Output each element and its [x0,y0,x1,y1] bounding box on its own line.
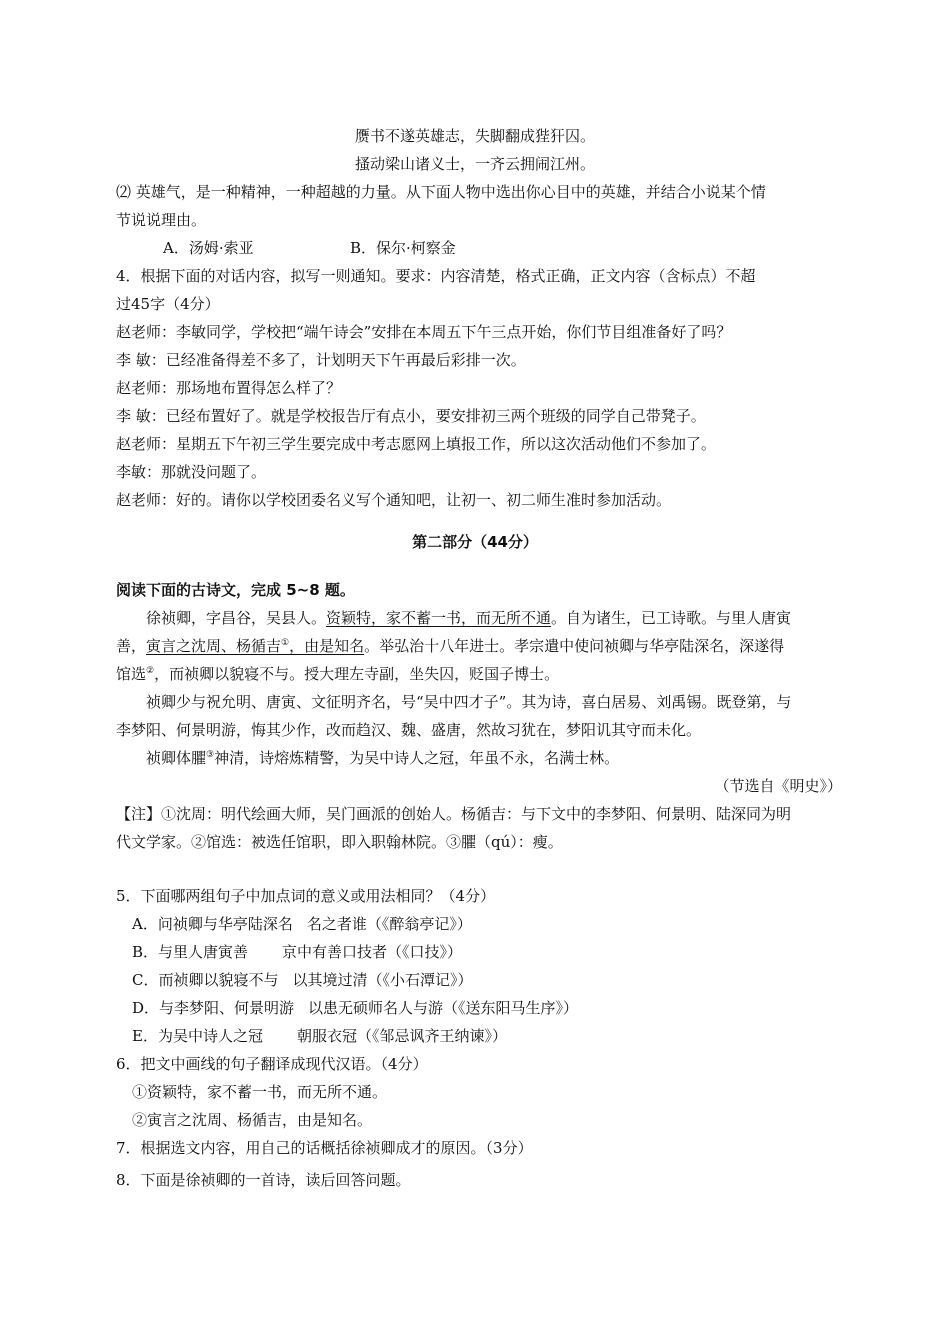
poem-line-1: 赝书不遂英雄志，失脚翻成狴犴囚。 [354,127,595,145]
underlined-sentence-1: 资颖特，家不蓄一书，而无所不通 [326,609,552,627]
passage-p2-line-2: 李梦阳、何景明游，悔其少作，改而趋汉、魏、盛唐，然故习犹在，梦阳讥其守而未化。 [116,721,702,739]
passage-p1-line-2: 善，寅言之沈周、杨循吉①，由是知名。举弘治十八年进士。孝宗遣中使问祯卿与华亭陆深名，深遂得 [116,637,785,655]
q6-item-2: ②寅言之沈周、杨循吉，由是知名。 [132,1111,373,1129]
passage-p2-line-1: 祯卿少与祝允明、唐寅、文征明齐名，号“吴中四才子”。其为诗，喜白居易、刘禹锡。既登第，与 [146,693,792,711]
passage-p1-line-1: 徐祯卿，字昌谷，吴县人。资颖特，家不蓄一书，而无所不通。自为诸生，已工诗歌。与里人唐寅 [146,609,792,627]
dialogue-line: 赵老师：星期五下午初三学生要完成中考志愿网上填报工作，所以这次活动他们不参加了。 [116,435,717,453]
notes-line-1: 【注】①沈周：明代绘画大师，吴门画派的创始人。杨循吉：与下文中的李梦阳、何景明、陆深同为明 [116,805,792,823]
dialogue-line: 赵老师：好的。请你以学校团委名义写个通知吧，让初一、初二师生准时参加活动。 [116,491,672,509]
part2-heading: 第二部分（44分） [412,533,538,551]
q7-stem: 7．根据选文内容，用自己的话概括徐祯卿成才的原因。（3分） [116,1139,533,1157]
notes-line-2: 代文学家。②馆选：被选任馆职，即入职翰林院。③臞（qú）：瘦。 [116,833,563,851]
q4-line-2: 过45字（4分） [116,295,220,313]
q5-option: B．与里人唐寅善 京中有善口技者（《口技》） [132,943,463,961]
dialogue-line: 李 敏：已经准备得差不多了，计划明天下午再最后彩排一次。 [116,351,526,369]
note-marker-3: ③ [206,750,215,760]
dialogue-line: 李敏：那就没问题了。 [116,463,267,481]
q5-stem: 5．下面哪两组句子中加点词的意义或用法相同？（4分） [116,887,496,905]
passage-p3-line-1: 祯卿体臞③神清，诗熔炼精警，为吴中诗人之冠，年虽不永，名满士林。 [146,749,620,767]
q6-stem: 6．把文中画线的句子翻译成现代汉语。（4分） [116,1055,428,1073]
q5-option: A．问祯卿与华亭陆深名 名之者谁（《醉翁亭记》） [132,915,472,933]
reading-instruction: 阅读下面的古诗文，完成 5~8 题。 [116,581,355,599]
passage-source: （节选自《明史》） [714,777,842,795]
note-marker-2: ② [146,666,155,676]
dialogue-line: 李 敏：已经布置好了。就是学校报告厅有点小，要安排初三两个班级的同学自己带凳子。 [116,407,706,425]
q5-option: E．为吴中诗人之冠 朝服衣冠（《邹忌讽齐王纳谏》） [132,1027,507,1045]
note-marker-1: ① [281,638,290,648]
dialogue-line: 赵老师：那场地布置得怎么样了？ [116,379,342,397]
q5-option: C．而祯卿以貌寝不与 以其境过清（《小石潭记》） [132,971,473,989]
q3-option-b: B．保尔·柯察金 [350,239,456,257]
q3-sub2-line-2: 节说说理由。 [116,211,207,229]
q5-option: D．与李梦阳、何景明游 以患无硕师名人与游（《送东阳马生序》） [132,999,579,1017]
q4-line-1: 4．根据下面的对话内容，拟写一则通知。要求：内容清楚，格式正确，正文内容（含标点）不超 [116,267,756,285]
q3-sub2-line-1: ⑵ 英雄气，是一种精神，一种超越的力量。从下面人物中选出你心目中的英雄，并结合小说某个情 [116,183,766,201]
q6-item-1: ①资颖特，家不蓄一书，而无所不通。 [132,1083,388,1101]
dialogue-line: 赵老师：李敏同学，学校把“端午诗会”安排在本周五下午三点开始，你们节目组准备好了吗？ [116,323,732,341]
underlined-sentence-2: 寅言之沈周、杨循吉①，由是知名 [146,637,365,655]
passage-p1-line-3: 馆选②，而祯卿以貌寝不与。授大理左寺副，坐失囚，贬国子博士。 [116,665,560,683]
q3-option-a: A．汤姆·索亚 [163,239,254,257]
q8-stem: 8．下面是徐祯卿的一首诗，读后回答问题。 [116,1171,411,1189]
poem-line-2: 搔动梁山诸义士，一齐云拥闹江州。 [354,155,595,173]
